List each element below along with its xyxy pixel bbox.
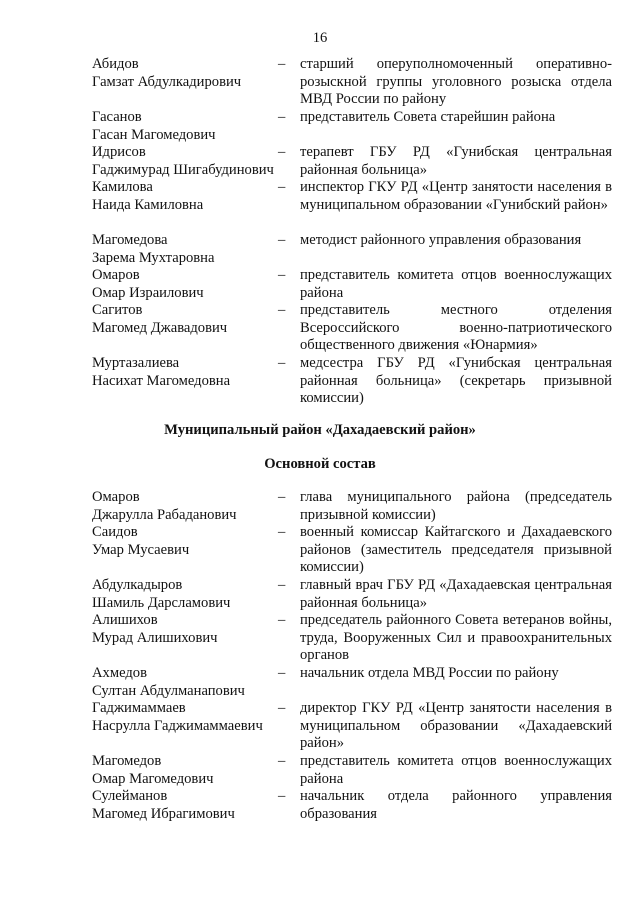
member-position: представитель Совета старейшин района xyxy=(300,109,556,125)
dash: – xyxy=(278,577,286,593)
dash: – xyxy=(278,179,286,195)
member-name: Муртазалиева Насихат Магомедовна xyxy=(92,355,231,389)
dash: – xyxy=(278,612,286,628)
member-position: представитель местного отделения Всероссийского военно-патриотического общественного движения «Юнармия» xyxy=(300,302,612,354)
member-name: Магомедова Зарема Мухтаровна xyxy=(92,232,215,266)
dash: – xyxy=(278,788,286,804)
member-entry xyxy=(92,302,612,355)
dash: – xyxy=(278,489,286,505)
member-position: представитель комитета отцов военнослужащих района xyxy=(300,267,612,301)
district-heading: Муниципальный район «Дахадаевский район» xyxy=(164,422,476,438)
member-position: старший оперуполномоченный оперативно-розыскной группы уголовного розыска отдела МВД России по району xyxy=(300,56,612,108)
member-position: председатель районного Совета ветеранов войны, труда, Вооруженных Сил и правоохранительных органов xyxy=(300,612,612,664)
dash: – xyxy=(278,753,286,769)
member-name: Ахмедов Султан Абдулманапович xyxy=(92,665,245,699)
member-entry xyxy=(92,700,612,753)
dash: – xyxy=(278,109,286,125)
dash: – xyxy=(278,665,286,681)
member-entry xyxy=(92,267,612,302)
member-entry xyxy=(92,524,612,577)
member-name: Идрисов Гаджимурад Шигабудинович xyxy=(92,144,274,178)
member-position: инспектор ГКУ РД «Центр занятости населения в муниципальном образовании «Гунибский район» xyxy=(300,179,612,213)
dash: – xyxy=(278,355,286,371)
member-position: медсестра ГБУ РД «Гунибская центральная районная больница» (секретарь призывной комиссии) xyxy=(300,355,612,407)
page-number: 16 xyxy=(312,30,328,46)
dash: – xyxy=(278,232,286,248)
member-position: военный комиссар Кайтагского и Дахадаевского районов (заместитель председателя призывной комиссии) xyxy=(300,524,612,576)
member-name: Сагитов Магомед Джавадович xyxy=(92,302,228,336)
member-name: Магомедов Омар Магомедович xyxy=(92,753,214,787)
dash: – xyxy=(278,144,286,160)
member-name: Сулейманов Магомед Ибрагимович xyxy=(92,788,235,822)
member-entry xyxy=(92,788,612,823)
member-name: Гаджимаммаев Насрулла Гаджимаммаевич xyxy=(92,700,263,734)
commission-list-section-2 xyxy=(92,489,612,823)
member-name: Абидов Гамзат Абдулкадирович xyxy=(92,56,242,90)
member-name: Алишихов Мурад Алишихович xyxy=(92,612,218,646)
member-name: Омаров Омар Израилович xyxy=(92,267,204,301)
member-name: Омаров Джарулла Рабаданович xyxy=(92,489,237,523)
member-name: Саидов Умар Мусаевич xyxy=(92,524,190,558)
member-position: начальник отдела районного управления образования xyxy=(300,788,612,822)
dash: – xyxy=(278,524,286,540)
commission-list-section-1 xyxy=(92,56,612,408)
composition-heading: Основной состав xyxy=(264,456,376,472)
dash: – xyxy=(278,56,286,72)
member-position: представитель комитета отцов военнослужащих района xyxy=(300,753,612,787)
member-entry xyxy=(92,577,612,612)
member-entry xyxy=(92,355,612,408)
member-entry xyxy=(92,109,612,144)
member-position: глава муниципального района (председатель призывной комиссии) xyxy=(300,489,612,523)
member-name: Гасанов Гасан Магомедович xyxy=(92,109,216,143)
member-entry xyxy=(92,753,612,788)
member-entry xyxy=(92,179,612,232)
member-name: Камилова Наида Камиловна xyxy=(92,179,204,213)
dash: – xyxy=(278,267,286,283)
member-entry xyxy=(92,144,612,179)
member-entry xyxy=(92,56,612,109)
dash: – xyxy=(278,700,286,716)
member-position: методист районного управления образования xyxy=(300,232,582,248)
member-entry xyxy=(92,489,612,524)
dash: – xyxy=(278,302,286,318)
member-position: терапевт ГБУ РД «Гунибская центральная районная больница» xyxy=(300,144,612,178)
member-entry xyxy=(92,665,612,700)
member-entry xyxy=(92,232,612,267)
member-position: директор ГКУ РД «Центр занятости населения в муниципальном образовании «Дахадаевский район» xyxy=(300,700,612,752)
member-entry xyxy=(92,612,612,665)
member-position: главный врач ГБУ РД «Дахадаевская центральная районная больница» xyxy=(300,577,612,611)
member-name: Абдулкадыров Шамиль Дарсламович xyxy=(92,577,231,611)
member-position: начальник отдела МВД России по району xyxy=(300,665,559,681)
